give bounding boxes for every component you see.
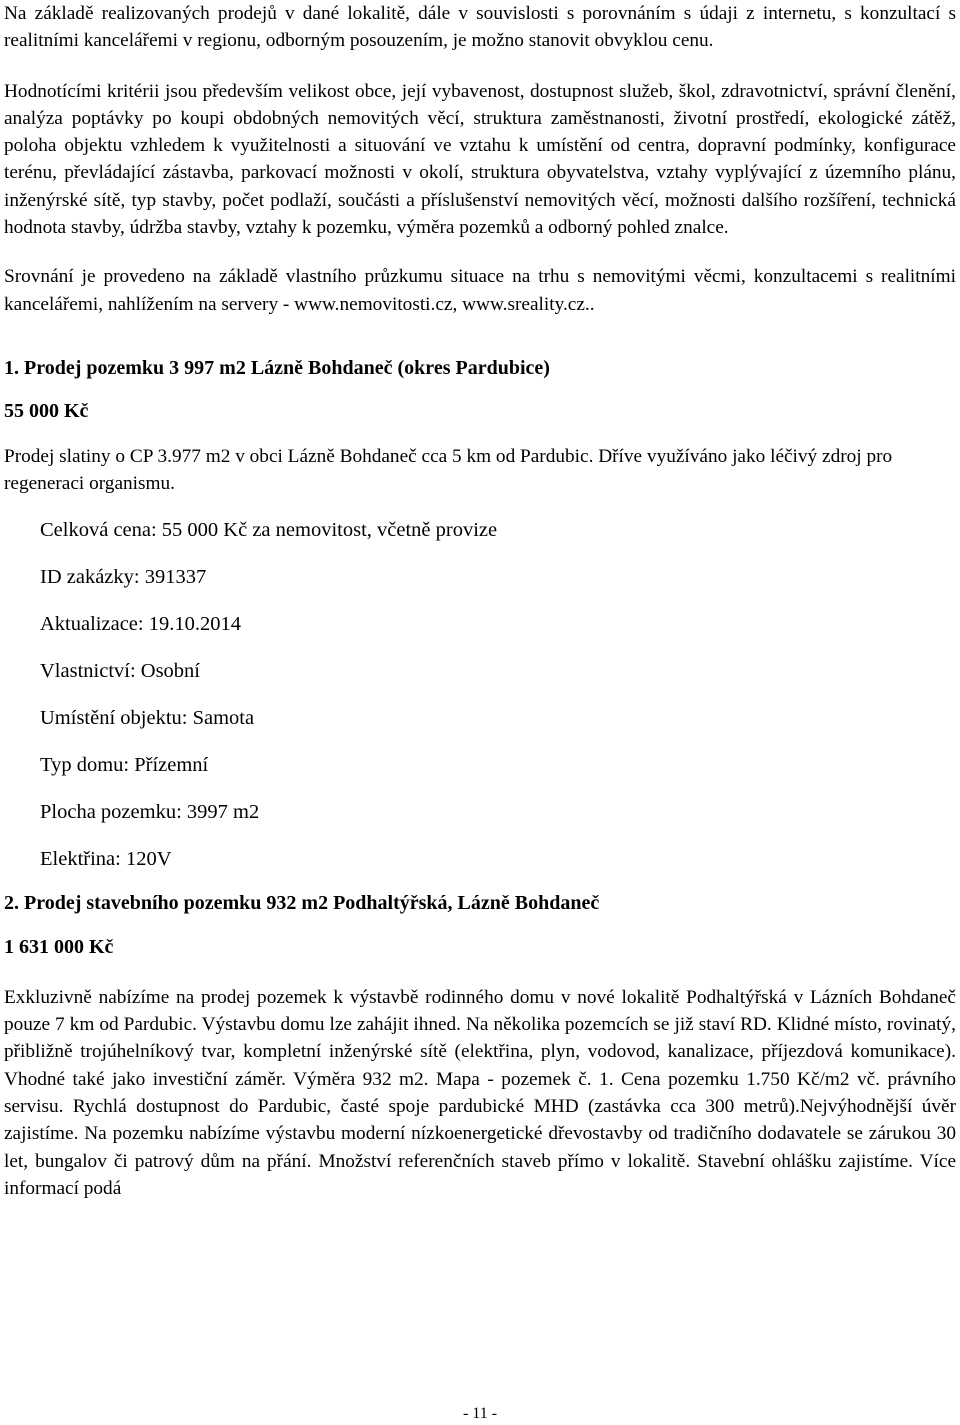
- detail-plot-area: Plocha pozemku: 3997 m2: [40, 801, 260, 824]
- intro-paragraph-2: Hodnotícími kritérii jsou především velikost obce, její vybavenost, dostupnost služeb, škol, zdravotnictví, správní členění, analýza poptávky po koupi obdobných nemovitých věcí, struktura zaměstnanosti, životní prostředí, ekologické zátěž, poloha objektu vzhledem k využitelnosti a situování ve vztahu k umístění od centra, dopravní podmínky, konfigurace terénu, převládající zástavba, parkovací možnosti v okolí, struktura obyvatelstva, vztahy vyplývající z územního plánu, inženýrské sítě, typ stavby, počet podlaží, součásti a příslušenství nemovitých věcí, možnosti dalšího rozšíření, technická hodnota stavby, údržba stavby, vztahy k pozemku, výměra pozemků a odborný pohled znalce.: [4, 80, 956, 239]
- detail-updated: Aktualizace: 19.10.2014: [40, 613, 241, 636]
- intro-paragraph-1: Na základě realizovaných prodejů v dané lokalitě, dále v souvislosti s porovnáním s údaji z internetu, s konzultací s realitními kancelářemi v regionu, odborným posouzením, je možno stanovit obvyklou cenu.: [4, 3, 956, 52]
- detail-house-type: Typ domu: Přízemní: [40, 754, 209, 777]
- listing-2-heading: 2. Prodej stavebního pozemku 932 m2 Podhaltýřská, Lázně Bohdaneč: [4, 892, 600, 915]
- listing-1-details: [4, 517, 956, 873]
- page-number: - 11 -: [462, 1405, 498, 1422]
- detail-location: Umístění objektu: Samota: [40, 707, 255, 730]
- listing-1-description: Prodej slatiny o CP 3.977 m2 v obci Lázně Bohdaneč cca 5 km od Pardubic. Dříve využíváno jako léčivý zdroj pro regeneraci organismu.: [4, 445, 893, 494]
- listing-1-price: 55 000 Kč: [4, 400, 89, 423]
- detail-electricity: Elektřina: 120V: [40, 848, 172, 871]
- listing-2-description: Exkluzivně nabízíme na prodej pozemek k výstavbě rodinného domu v nové lokalitě Podhaltýřská v Lázních Bohdaneč pouze 7 km od Pardubic. Výstavbu domu lze zahájit ihned. Na několika pozemcích se již staví RD. Klidné místo, rovinatý, přibližně trojúhelníkový tvar, kompletní inženýrské sítě (elektřina, plyn, vodovod, kanalizace, příjezdová komunikace). Vhodné také jako investiční záměr. Výměra 932 m2. Mapa - pozemek č. 1. Cena pozemku 1.750 Kč/m2 vč. právního servisu. Rychlá dostupnost do Pardubic, časté spoje pardubické MHD (zastávka cca 300 metrů).Nejvýhodnější úvěr zajistíme. Na pozemku nabízíme výstavbu moderní nízkoenergetické dřevostavby od tradičního dodavatele se zárukou 30 let, bungalov či patrový dům na přání. Množství referenčních staveb přímo v lokalitě. Stavební ohlášku zajistíme. Více informací podá: [4, 986, 956, 1199]
- detail-order-id: ID zakázky: 391337: [40, 566, 207, 589]
- intro-paragraph-3: Srovnání je provedeno na základě vlastního průzkumu situace na trhu s nemovitými věcmi, konzultacemi s realitními kancelářemi, nahlížením na servery - www.nemovitosti.cz, www.sreality.cz..: [4, 266, 956, 315]
- detail-total-price: Celková cena: 55 000 Kč za nemovitost, včetně provize: [40, 519, 498, 542]
- document-page: [4, 0, 956, 1202]
- listing-1-heading: 1. Prodej pozemku 3 997 m2 Lázně Bohdaneč (okres Pardubice): [4, 356, 550, 379]
- listing-2-price: 1 631 000 Kč: [4, 936, 114, 959]
- detail-ownership: Vlastnictví: Osobní: [40, 660, 201, 683]
